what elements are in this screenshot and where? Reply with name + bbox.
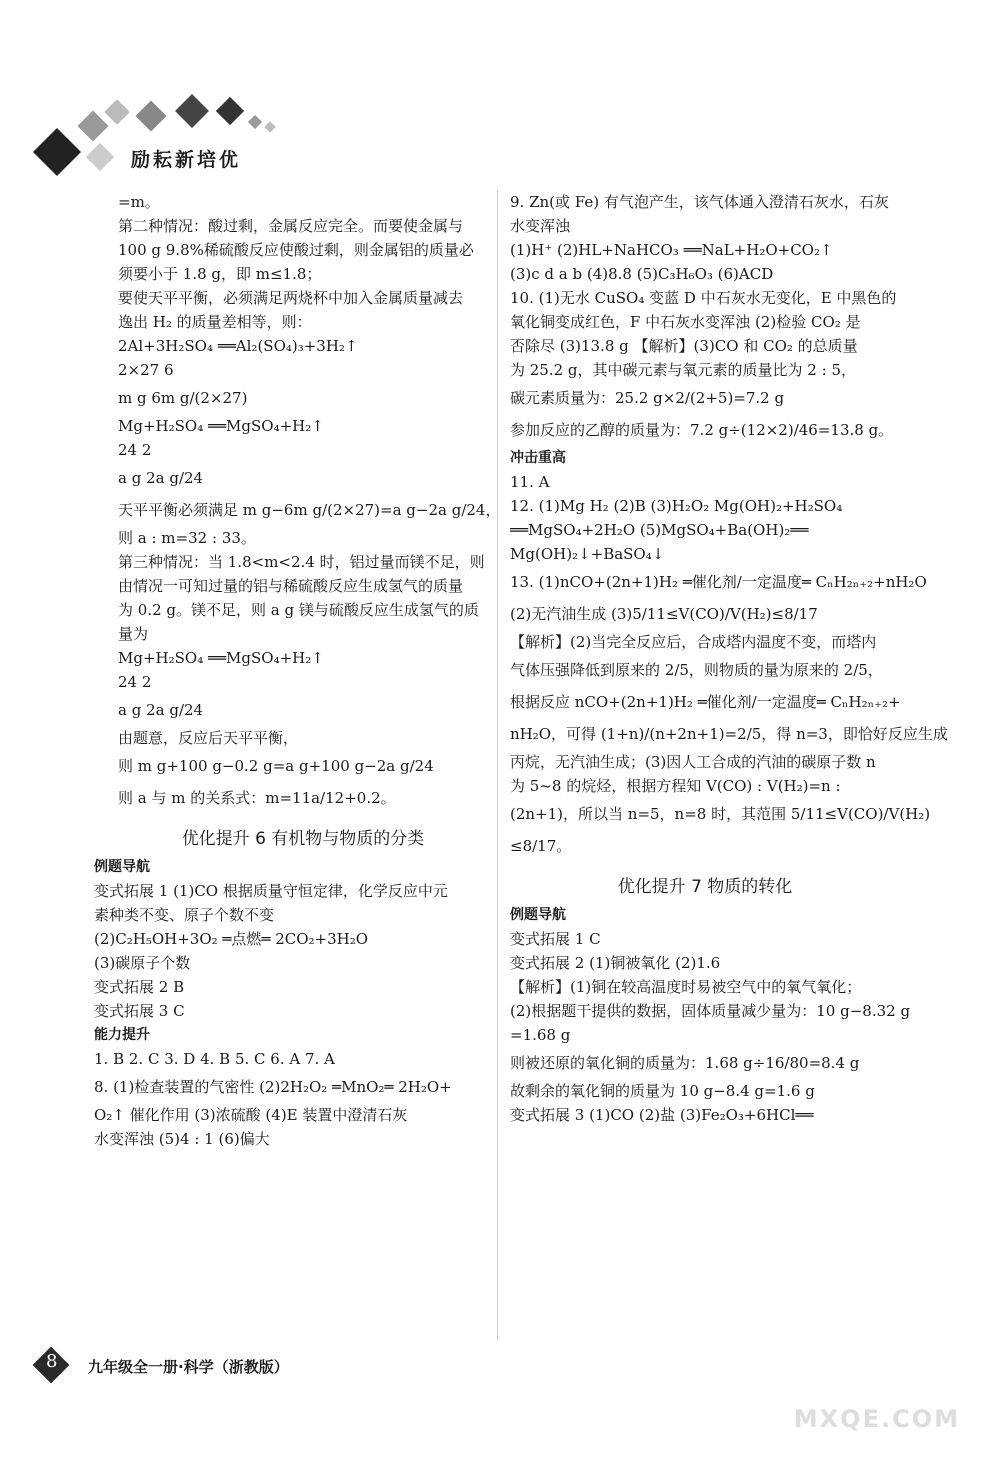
right-2-line: (2)无汽油生成 (3)5/11≤V(CO)/V(H₂)≤8/17 [510, 605, 818, 623]
left-line: 逸出 H₂ 的质量差相等，则： [118, 313, 312, 331]
left-line: 由题意，反应后天平平衡， [118, 729, 299, 747]
right-2-line: 12. (1)Mg H₂ (2)B (3)H₂O₂ Mg(OH)₂+H₂SO₄ [510, 497, 843, 515]
section-7-line: =1.68 g [510, 1026, 571, 1044]
section-6-ability-line: 8. (1)检查装置的气密性 (2)2H₂O₂ ═MnO₂═ 2H₂O+ [94, 1078, 452, 1096]
right-2-line: 为 5~8 的烷烃，根据方程知 V(CO) : V(H₂)=n : [510, 777, 841, 795]
right-sub-heading: 冲击重高 [510, 450, 566, 466]
column-divider [497, 190, 498, 1340]
left-line: 要使天平平衡，必须满足两烧杯中加入金属质量减去 [118, 289, 464, 307]
right-line: 参加反应的乙醇的质量为：7.2 g÷(12×2)/46=13.8 g。 [510, 421, 894, 439]
right-2-line: 根据反应 nCO+(2n+1)H₂ ═催化剂/一定温度═ CₙH₂ₙ₊₂+ [510, 693, 901, 711]
right-line: 水变浑浊 [510, 217, 571, 235]
right-line: 10. (1)无水 CuSO₄ 变蓝 D 中石灰水无变化，E 中黑色的 [510, 289, 897, 307]
section-6-line: 素种类不变、原子个数不变 [94, 906, 275, 924]
left-line: 则 m g+100 g−0.2 g=a g+100 g−2a g/24 [118, 757, 434, 775]
section-7-line: 【解析】(1)铜在较高温度时易被空气中的氧气氧化； [510, 978, 862, 996]
right-2-line: 【解析】(2)当完全反应后，合成塔内温度不变，而塔内 [510, 633, 877, 651]
left-line: 则 a : m=32 : 33。 [118, 529, 256, 547]
section-7-sub-1: 例题导航 [510, 907, 566, 923]
section-6-line: (2)C₂H₅OH+3O₂ ═点燃═ 2CO₂+3H₂O [94, 930, 369, 948]
section-6-ability-line: 1. B 2. C 3. D 4. B 5. C 6. A 7. A [94, 1050, 335, 1068]
page-number: 8 [46, 1351, 58, 1372]
right-2-line: Mg(OH)₂↓+BaSO₄↓ [510, 545, 665, 563]
right-column [510, 190, 948, 1127]
left-line: a g 2a g/24 [118, 469, 204, 487]
section-7-line: 故剩余的氧化铜的质量为 10 g−8.4 g=1.6 g [510, 1082, 815, 1100]
section-6-title: 优化提升 6 有机物与物质的分类 [181, 829, 425, 849]
section-6-line: 变式拓展 1 (1)CO 根据质量守恒定律，化学反应中元 [94, 882, 448, 900]
left-line: 由情况一可知过量的铝与稀硫酸反应生成氢气的质量 [118, 577, 464, 595]
right-line: 否除尽 (3)13.8 g 【解析】(3)CO 和 CO₂ 的总质量 [510, 337, 858, 355]
section-6-block-1 [94, 879, 488, 1023]
left-line: 24 2 [118, 441, 152, 459]
section-6-block-2 [94, 1047, 488, 1151]
left-line: 2Al+3H₂SO₄ ══Al₂(SO₄)₃+3H₂↑ [118, 337, 358, 355]
section-7-title: 优化提升 7 物质的转化 [617, 877, 793, 897]
section-7-line: (2)根据题干提供的数据，固体质量减少量为：10 g−8.32 g [510, 1002, 911, 1020]
right-line: 碳元素质量为：25.2 g×2/(2+5)=7.2 g [510, 389, 785, 407]
left-line: a g 2a g/24 [118, 701, 204, 719]
section-6-line: (3)碳原子个数 [94, 954, 191, 972]
section-6-sub-1: 例题导航 [94, 859, 150, 875]
section-7-block [510, 927, 911, 1127]
left-line: 100 g 9.8%稀硫酸反应使酸过剩，则金属铝的质量必 [118, 241, 474, 259]
left-line: 24 2 [118, 673, 152, 691]
left-line: 则 a 与 m 的关系式：m=11a/12+0.2。 [118, 789, 396, 807]
left-line: Mg+H₂SO₄ ══MgSO₄+H₂↑ [118, 649, 324, 667]
right-line: (1)H⁺ (2)HL+NaHCO₃ ══NaL+H₂O+CO₂↑ [510, 241, 833, 259]
right-2-line: nH₂O，可得 (1+n)/(n+2n+1)=2/5，得 n=3，即恰好反应生成 [510, 725, 948, 743]
left-line: 2×27 6 [118, 361, 174, 379]
section-6-ability-line: O₂↑ 催化作用 (3)浓硫酸 (4)E 装置中澄清石灰 [94, 1106, 408, 1124]
section-6-sub-2: 能力提升 [94, 1027, 150, 1043]
left-column [94, 190, 501, 1151]
section-7-line: 变式拓展 1 C [510, 930, 601, 948]
brand-title: 励耘新培优 [131, 149, 242, 171]
right-2-line: 11. A [510, 473, 550, 491]
right-text-block [510, 190, 900, 446]
right-2-line: (2n+1)，所以当 n=5，n=8 时，其范围 5/11≤V(CO)/V(H₂) [510, 805, 931, 823]
right-line: 为 25.2 g，其中碳元素与氧元素的质量比为 2 : 5， [510, 361, 856, 379]
left-line: 第三种情况：当 1.8<m<2.4 时，铝过量而镁不足，则 [118, 553, 485, 571]
section-7-line: 则被还原的氧化铜的质量为：1.68 g÷16/80=8.4 g [510, 1054, 860, 1072]
left-line: 为 0.2 g。镁不足，则 a g 镁与硫酸反应生成氢气的质 [118, 601, 479, 619]
right-text-block-2 [510, 470, 948, 862]
right-2-line: 气体压强降低到原来的 2/5，则物质的量为原来的 2/5， [510, 661, 883, 679]
left-line: 天平平衡必须满足 m g−6m g/(2×27)=a g−2a g/24， [118, 501, 501, 519]
right-2-line: ≤8/17。 [510, 837, 572, 855]
left-text-block [118, 190, 501, 814]
right-line: (3)c d a b (4)8.8 (5)C₃H₆O₃ (6)ACD [510, 265, 774, 283]
section-6-line: 变式拓展 3 C [94, 1002, 185, 1020]
left-line: 第二种情况：酸过剩，金属反应完全。而要使金属与 [118, 217, 464, 235]
left-line: 须要小于 1.8 g，即 m≤1.8； [118, 265, 322, 283]
right-line: 9. Zn(或 Fe) 有气泡产生，该气体通入澄清石灰水，石灰 [510, 193, 889, 211]
book-title: 九年级全一册·科学（浙教版） [88, 1358, 289, 1376]
section-7-line: 变式拓展 2 (1)铜被氧化 (2)1.6 [510, 954, 721, 972]
watermark: MXQE.COM [793, 1405, 960, 1433]
right-2-line: 13. (1)nCO+(2n+1)H₂ ═催化剂/一定温度═ CₙH₂ₙ₊₂+nH₂O [510, 573, 927, 591]
left-line: 量为 [118, 625, 149, 643]
section-6-ability-line: 水变浑浊 (5)4 : 1 (6)偏大 [94, 1130, 270, 1148]
right-2-line: 丙烷，无汽油生成；(3)因人工合成的汽油的碳原子数 n [510, 753, 876, 771]
section-7-line: 变式拓展 3 (1)CO (2)盐 (3)Fe₂O₃+6HCl══ [510, 1106, 814, 1124]
left-line: Mg+H₂SO₄ ══MgSO₄+H₂↑ [118, 417, 324, 435]
right-2-line: ══MgSO₄+2H₂O (5)MgSO₄+Ba(OH)₂══ [510, 521, 809, 539]
section-6-line: 变式拓展 2 B [94, 978, 185, 996]
right-line: 氧化铜变成红色，F 中石灰水变浑浊 (2)检验 CO₂ 是 [510, 313, 861, 331]
left-line: =m。 [118, 193, 160, 211]
left-line: m g 6m g/(2×27) [118, 389, 248, 407]
